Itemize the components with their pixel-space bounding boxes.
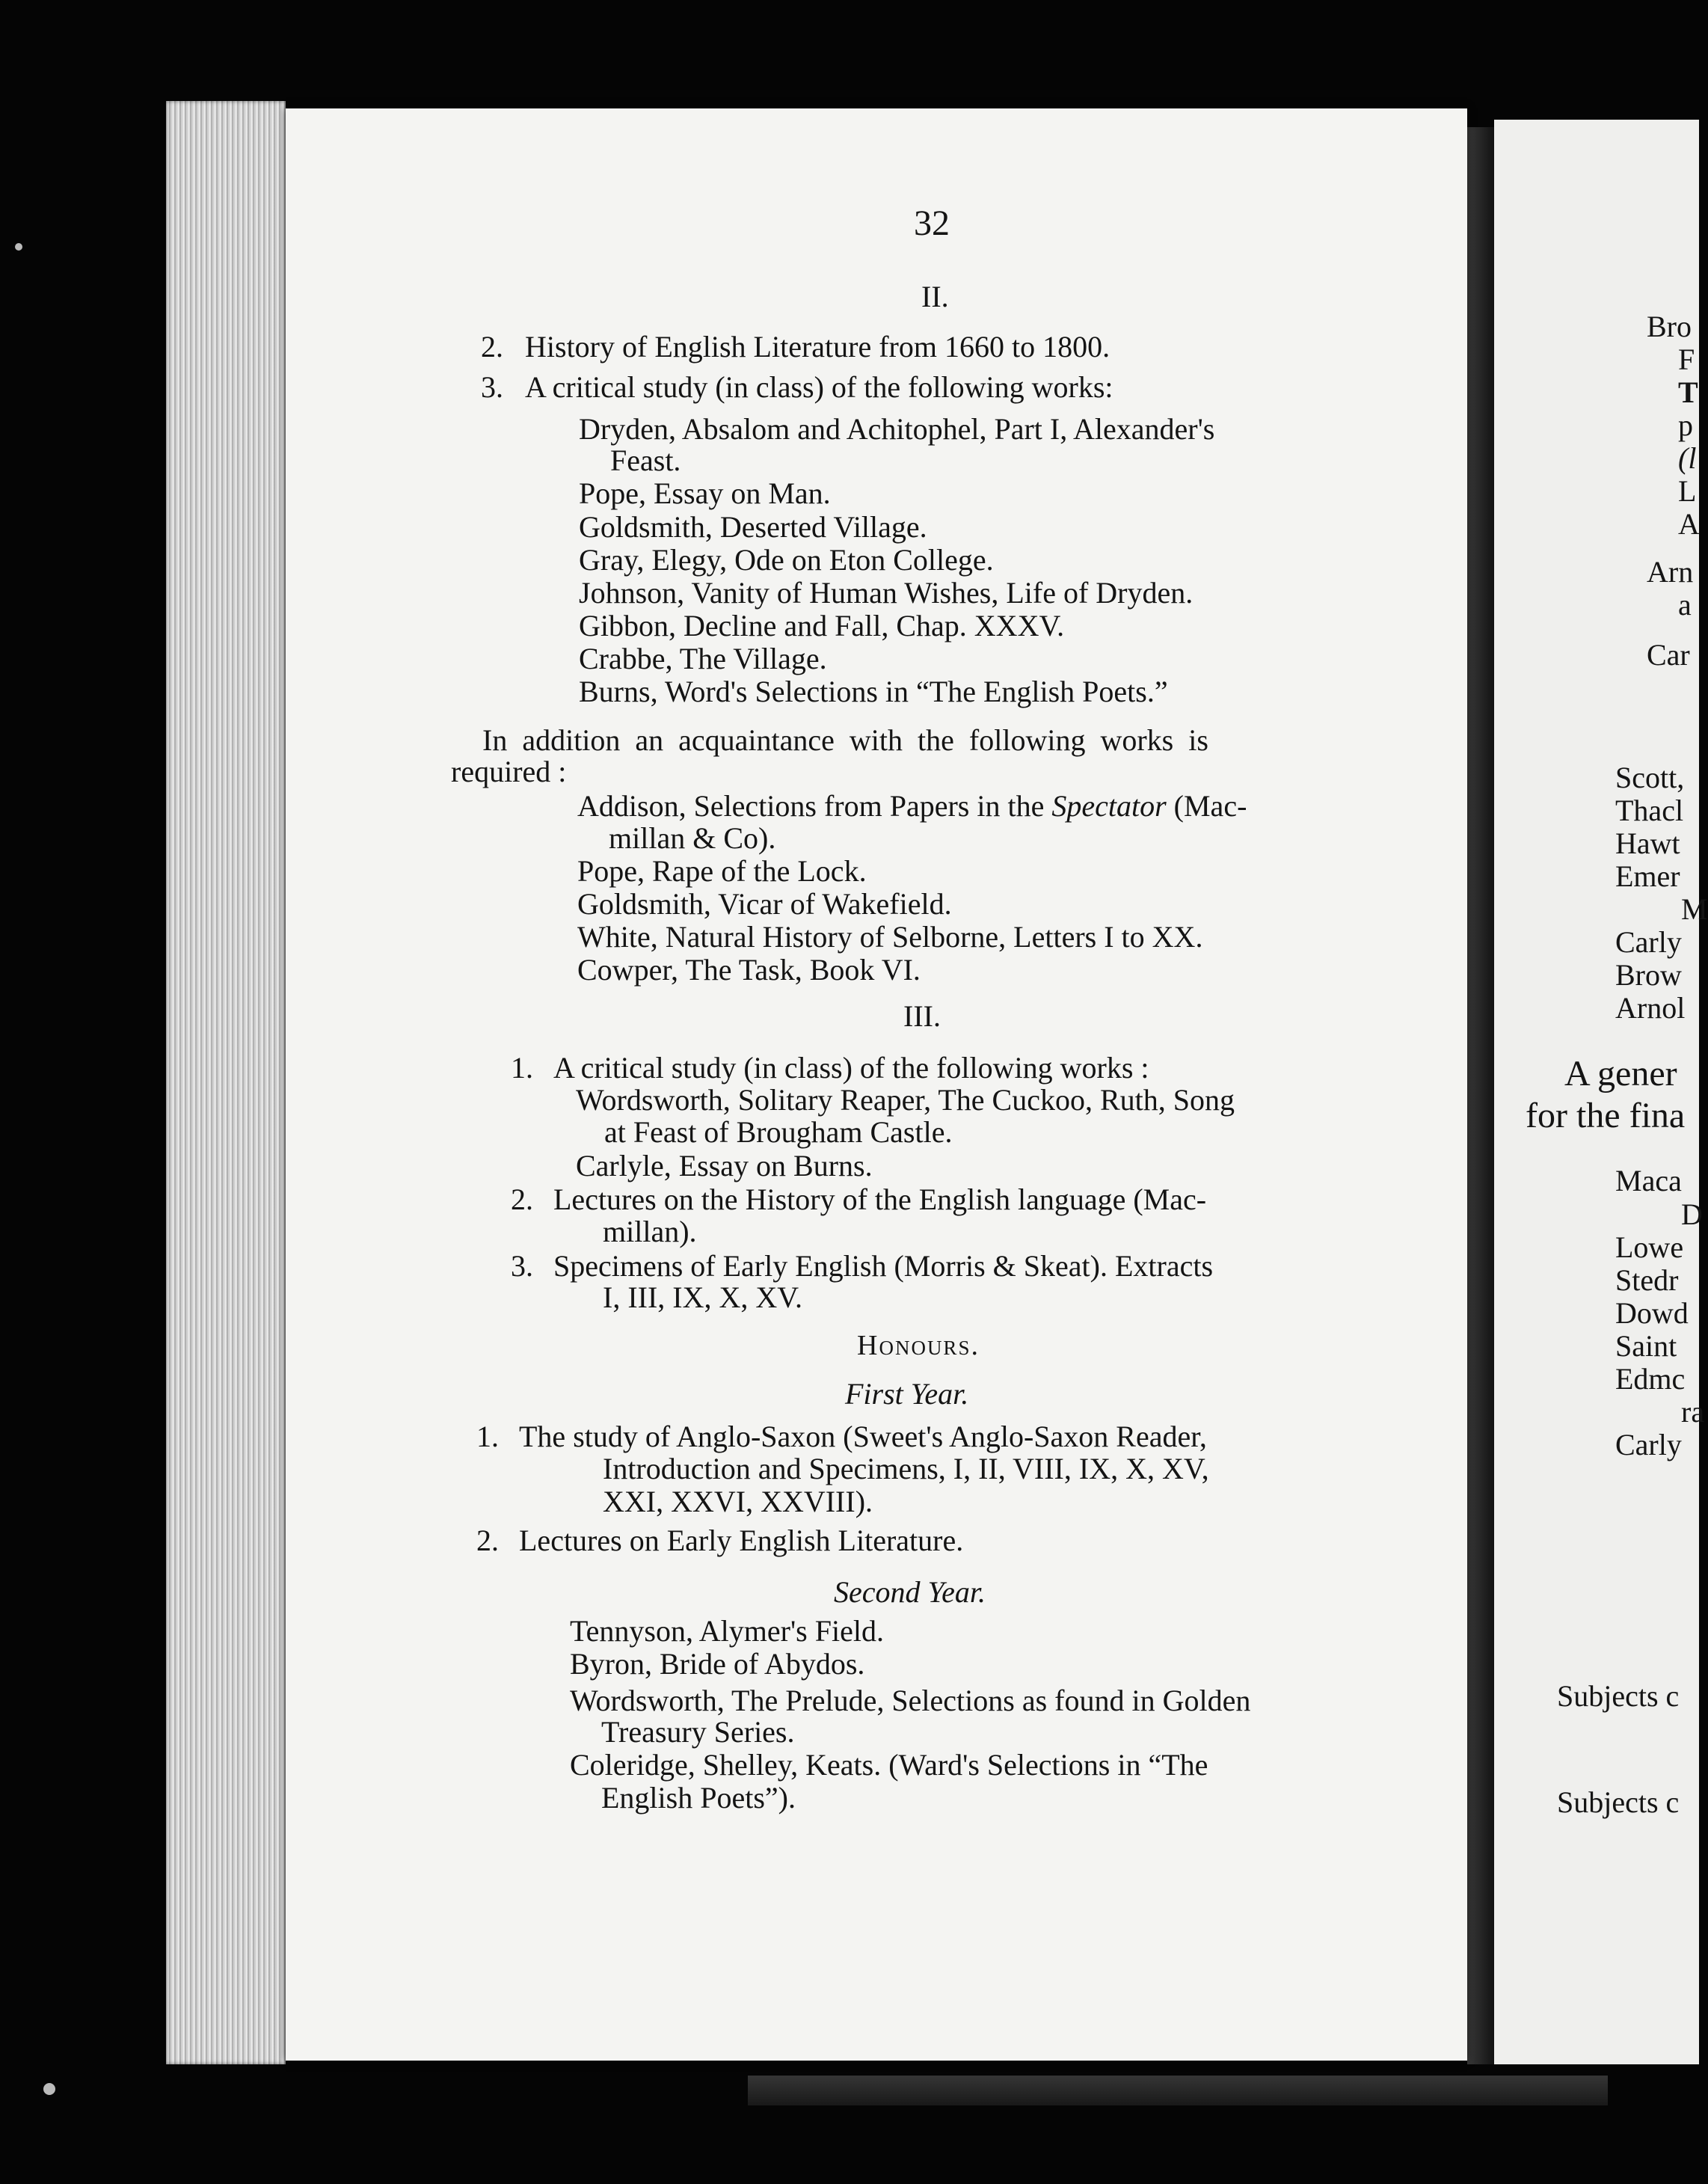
list-number: 2. xyxy=(511,1183,533,1216)
list-item: Lectures on Early English Literature. xyxy=(519,1524,964,1557)
work-line: Wordsworth, Solitary Reaper, The Cuckoo, Ruth, Song xyxy=(576,1083,1235,1117)
section-heading-ii: II. xyxy=(921,280,949,313)
right-page-fragment: Bro xyxy=(1647,310,1692,343)
section-heading-iii: III. xyxy=(903,999,941,1033)
work-line: Gray, Elegy, Ode on Eton College. xyxy=(579,543,994,577)
subheading-text: Second Year. xyxy=(834,1575,986,1609)
list-item-continuation: millan). xyxy=(603,1215,697,1248)
right-page-fragment: (l xyxy=(1678,441,1697,475)
work-line: White, Natural History of Selborne, Letters I to XX. xyxy=(577,920,1203,954)
work-line: Gibbon, Decline and Fall, Chap. XXXV. xyxy=(579,609,1065,642)
right-page-fragment: p xyxy=(1678,408,1693,442)
list-number: 3. xyxy=(511,1249,533,1283)
list-item: Specimens of Early English (Morris & Skeat). Extracts xyxy=(553,1249,1214,1283)
right-page-fragment: M xyxy=(1681,892,1708,926)
work-line: Tennyson, Alymer's Field. xyxy=(570,1614,884,1648)
bottom-shadow xyxy=(748,2076,1608,2105)
right-page-fragment: Edmc xyxy=(1615,1362,1686,1396)
right-page-fragment: Maca xyxy=(1615,1164,1682,1197)
list-number: 2. xyxy=(481,330,503,364)
right-page-fragment: ra xyxy=(1681,1395,1705,1429)
list-item-continuation: I, III, IX, X, XV. xyxy=(603,1280,802,1314)
work-line: Feast. xyxy=(610,444,681,477)
right-page-fragment: Arnol xyxy=(1615,991,1686,1025)
right-page-fragment: Car xyxy=(1647,638,1690,672)
list-number: 1. xyxy=(511,1051,533,1085)
right-page-fragment: T xyxy=(1678,375,1698,409)
subheading-text: First Year. xyxy=(845,1377,969,1411)
work-line: at Feast of Brougham Castle. xyxy=(604,1115,953,1149)
list-item: The study of Anglo-Saxon (Sweet's Anglo-Saxon Reader, xyxy=(519,1420,1207,1453)
right-page-fragment: for the fina xyxy=(1526,1096,1686,1135)
right-page-fragment: Subjects c xyxy=(1557,1785,1680,1819)
right-page-fragment: Carly xyxy=(1615,925,1682,959)
list-item: History of English Literature from 1660 to 1800. xyxy=(525,330,1110,364)
italic-title: Spectator xyxy=(1051,789,1167,823)
right-page-fragment: Lowe xyxy=(1615,1230,1684,1264)
work-line: Dryden, Absalom and Achitophel, Part I, Alexander's xyxy=(579,412,1215,446)
list-item: Lectures on the History of the English language (Mac- xyxy=(553,1183,1207,1216)
work-line: Johnson, Vanity of Human Wishes, Life of Dryden. xyxy=(579,576,1194,610)
subheading-second-year xyxy=(834,1574,986,1610)
work-line: Carlyle, Essay on Burns. xyxy=(576,1149,873,1183)
work-line: Crabbe, The Village. xyxy=(579,642,827,675)
work-text: (Mac- xyxy=(1166,789,1247,823)
subheading-first-year xyxy=(845,1376,968,1412)
right-page-fragment: Subjects c xyxy=(1557,1679,1680,1713)
right-page-fragment: Scott, xyxy=(1615,761,1685,794)
list-item: A critical study (in class) of the following works : xyxy=(553,1051,1149,1085)
right-page-fragment: F xyxy=(1678,343,1695,376)
work-line: Wordsworth, The Prelude, Selections as found in Golden xyxy=(570,1684,1251,1717)
list-number: 2. xyxy=(476,1524,499,1557)
right-page-fragment: A gener xyxy=(1564,1054,1677,1093)
work-line: Pope, Essay on Man. xyxy=(579,476,831,510)
work-line: Goldsmith, Vicar of Wakefield. xyxy=(577,887,952,921)
right-page-fragment: a xyxy=(1678,588,1692,622)
work-line: Treasury Series. xyxy=(601,1715,795,1749)
work-line: millan & Co). xyxy=(609,821,776,855)
right-page-fragment: Thacl xyxy=(1615,794,1684,827)
paragraph-line: required : xyxy=(451,755,567,788)
right-page-fragment: Stedr xyxy=(1615,1263,1679,1297)
speck-mark xyxy=(43,2083,55,2095)
honours-heading: Honours. xyxy=(857,1330,980,1361)
work-line: Cowper, The Task, Book VI. xyxy=(577,953,921,987)
work-line: Burns, Word's Selections in “The English Poets.” xyxy=(579,675,1168,708)
right-page-fragment: D xyxy=(1681,1197,1703,1231)
work-line: Coleridge, Shelley, Keats. (Ward's Selections in “The xyxy=(570,1748,1208,1782)
right-page-fragment: L xyxy=(1678,474,1697,508)
work-line: Byron, Bride of Abydos. xyxy=(570,1647,865,1681)
list-item-continuation: XXI, XXVI, XXVIII). xyxy=(603,1485,873,1518)
book-gutter xyxy=(1467,127,1494,2064)
page-number: 32 xyxy=(914,203,950,243)
paragraph-line: In addition an acquaintance with the following works is xyxy=(482,723,1208,757)
right-page-fragment: Arn xyxy=(1647,555,1694,589)
work-line: Goldsmith, Deserted Village. xyxy=(579,510,927,544)
speck-mark xyxy=(15,243,22,251)
right-page-fragment: Brow xyxy=(1615,958,1682,992)
right-page-fragment: Emer xyxy=(1615,859,1680,893)
list-item-continuation: Introduction and Specimens, I, II, VIII, IX, X, XV, xyxy=(603,1452,1209,1485)
right-page-fragment: Saint xyxy=(1615,1329,1677,1363)
work-line xyxy=(577,788,1247,824)
work-line: Pope, Rape of the Lock. xyxy=(577,854,867,888)
work-text: Addison, Selections from Papers in the xyxy=(577,789,1052,823)
right-page-fragment: Hawt xyxy=(1615,826,1680,860)
list-number: 1. xyxy=(476,1420,499,1453)
work-line: English Poets”). xyxy=(601,1781,796,1815)
page-edges xyxy=(166,101,286,2064)
right-page-fragment: Carly xyxy=(1615,1428,1682,1461)
right-page-fragment: A xyxy=(1678,507,1700,541)
right-page-fragment: Dowd xyxy=(1615,1296,1689,1330)
list-number: 3. xyxy=(481,370,503,404)
list-item: A critical study (in class) of the following works: xyxy=(525,370,1113,404)
